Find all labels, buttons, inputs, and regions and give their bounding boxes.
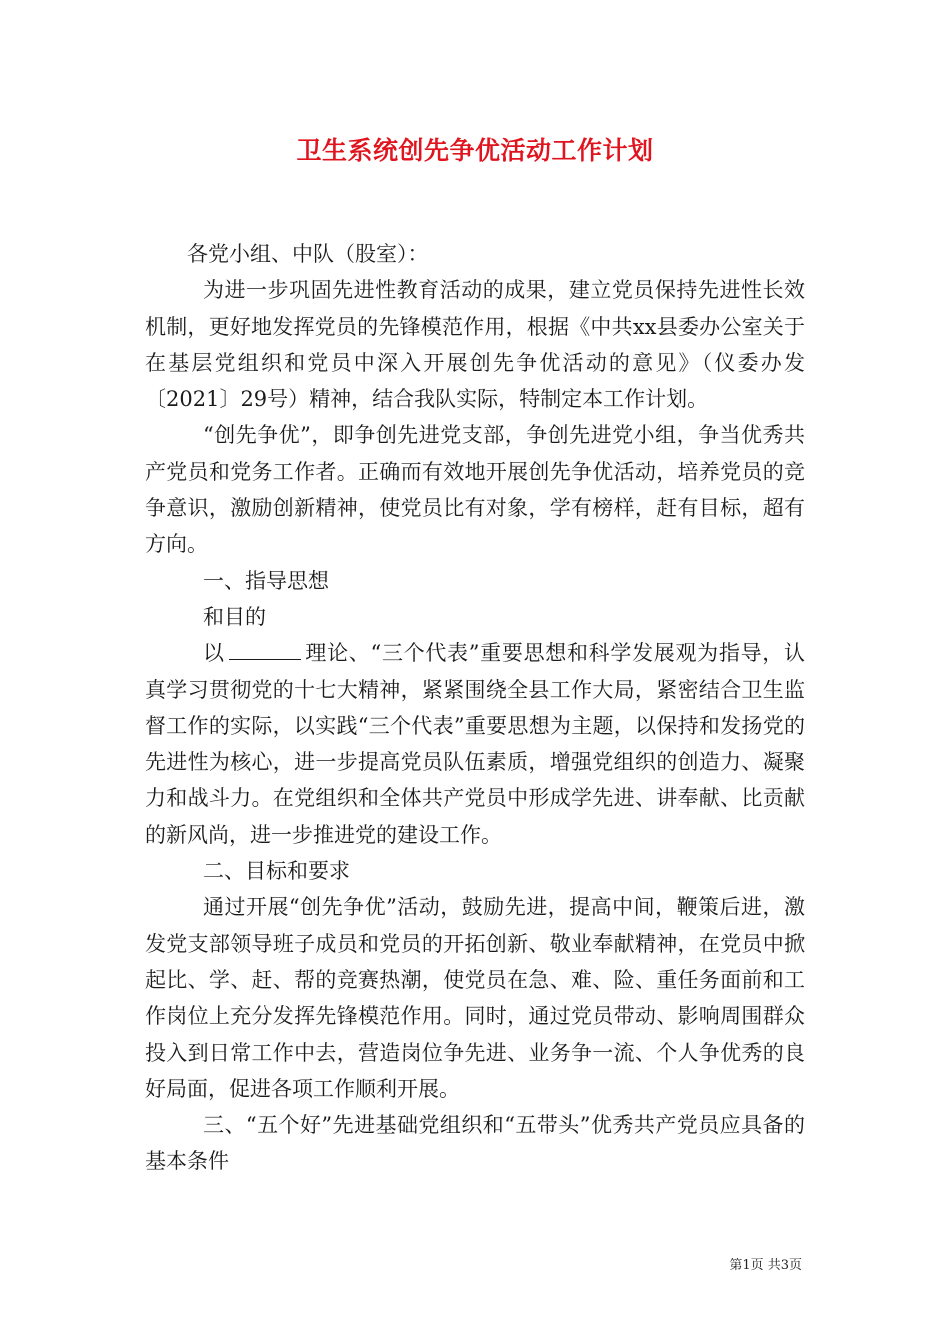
paragraph-guiding [145,635,805,853]
document-body [145,236,805,1180]
page-number: 第1页 共3页 [729,1258,802,1273]
heading-goals: 二、目标和要求 [203,859,350,884]
salutation: 各党小组、中队（股室）： [187,242,429,266]
heading-guiding-thought-cont: 和目的 [203,604,266,629]
paragraph-goals: 通过开展“创先争优”活动，鼓励先进，提高中间，鞭策后进，激发党支部领导班子成员和党员的开拓创新、敬业奉献精神，在党员中掀起比、学、赶、帮的竞赛热潮，使党员在急、难、险、重任务面前和工作岗位上充分发挥先锋模范作用。同时，通过党员带动、影响周围群众投入到日常工作中去，营造岗位争先进、业务争一流、个人争优秀的良好局面，促进各项工作顺利开展。 [145,895,805,1101]
paragraph-definition: “创先争优”，即争创先进党支部，争创先进党小组，争当优秀共产党员和党务工作者。正确而有效地开展创先争优活动，培养党员的竞争意识，激励创新精神，使党员比有对象，学有榜样，赶有目标，超有方向。 [145,423,805,557]
paragraph-intro: 为进一步巩固先进性教育活动的成果，建立党员保持先进性长效机制，更好地发挥党员的先锋模范作用，根据《中共xx县委办公室关于在基层党组织和党员中深入开展创先争优活动的意见》（仪委办发〔2021〕29号）精神，结合我队实际，特制定本工作计划。 [145,278,805,412]
paragraph-guiding-start: 以 [203,641,225,666]
blank-underline [229,637,301,660]
paragraph-guiding-rest: 理论、“三个代表”重要思想和科学发展观为指导，认真学习贯彻党的十七大精神，紧紧围绕全县工作大局，紧密结合卫生监督工作的实际，以实践“三个代表”重要思想为主题，以保持和发扬党的先进性为核心，进一步提高党员队伍素质，增强党组织的创造力、凝聚力和战斗力。在党组织和全体共产党员中形成学先进、讲奉献、比贡献的新风尚，进一步推进党的建设工作。 [145,641,805,847]
document-title: 卫生系统创先争优活动工作计划 [296,136,654,165]
heading-conditions: 三、“五个好”先进基础党组织和“五带头”优秀共产党员应具备的基本条件 [145,1113,805,1174]
heading-guiding-thought: 一、指导思想 [203,568,329,593]
